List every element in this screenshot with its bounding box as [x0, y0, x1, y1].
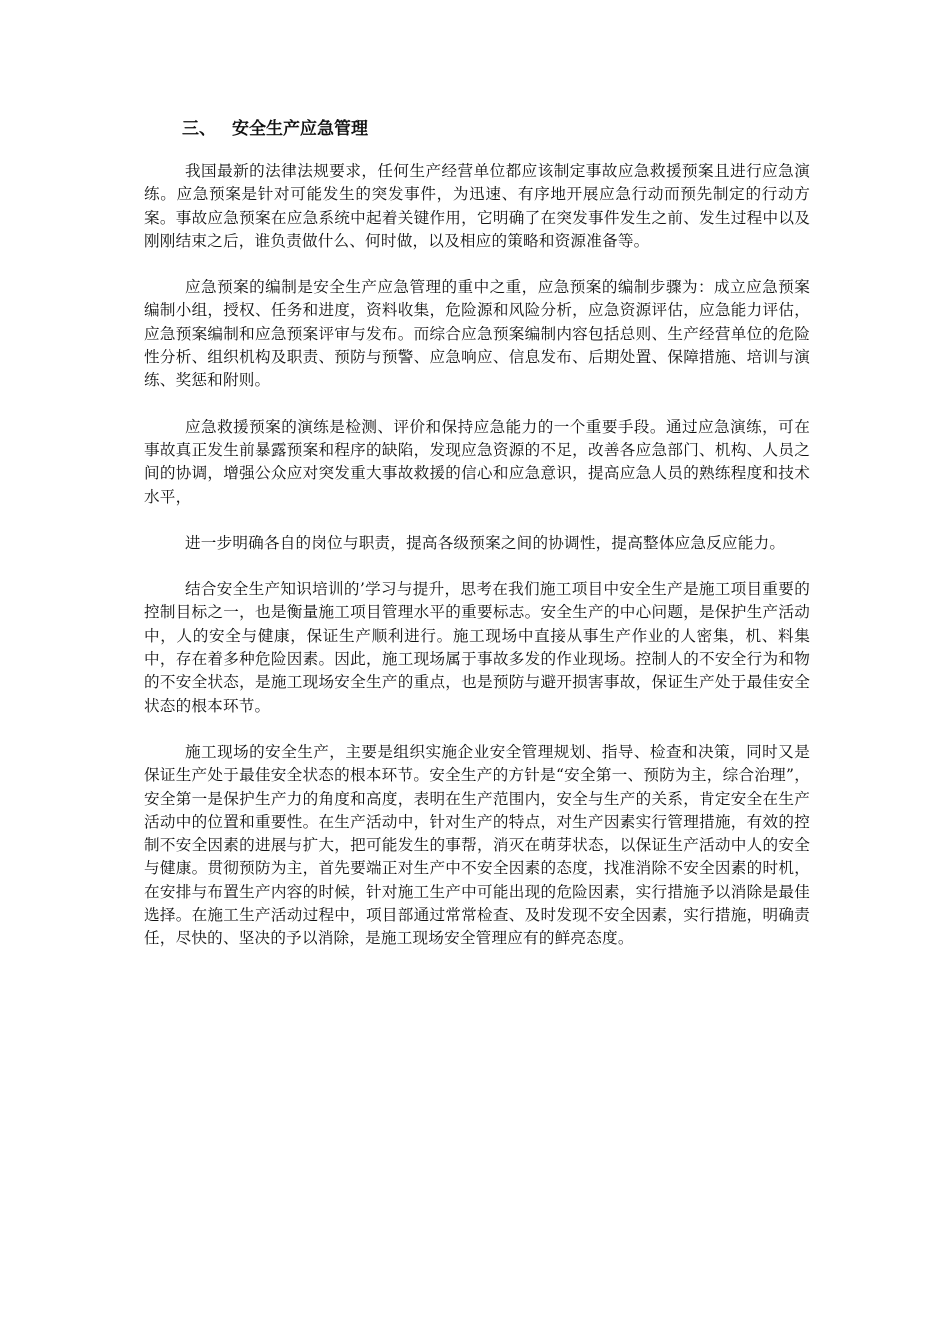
- paragraph-3: 应急救援预案的演练是检测、评价和保持应急能力的一个重要手段。通过应急演练，可在事故真正发生前暴露预案和程序的缺陷，发现应急资源的不足，改善各应急部门、机构、人员之间的协调，增强公众应对突发重大事故救援的信心和应急意识，提高应急人员的熟练程度和技术水平，: [144, 417, 810, 506]
- paragraph-6: 施工现场的安全生产，主要是组织实施企业安全管理规划、指导、检查和决策，同时又是保证生产处于最佳安全状态的根本环节。安全生产的方针是“安全第一、预防为主，综合治理”，安全第一是保护生产力的角度和高度，表明在生产范围内，安全与生产的关系，肯定安全在生产活动中的位置和重要性。在生产活动中，针对生产的特点，对生产因素实行管理措施，有效的控制不安全因素的进展与扩大，把可能发生的事帮，消灭在萌芽状态，以保证生产活动中人的安全与健康。贯彻预防为主，首先要端正对生产中不安全因素的态度，找准消除不安全因素的时机，在安排与布置生产内容的时候，针对施工生产中可能出现的危险因素，实行措施予以消除是最佳选择。在施工生产活动过程中，项目部通过常常检查、及时发现不安全因素，实行措施，明确责任，尽快的、坚决的予以消除，是施工现场安全管理应有的鲜亮态度。: [144, 742, 810, 948]
- paragraph-4: 进一步明确各自的岗位与职责，提高各级预案之间的协调性，提高整体应急反应能力。: [185, 533, 786, 552]
- section-heading: [182, 118, 810, 140]
- section-number: 三、: [182, 119, 216, 139]
- document-body: [144, 118, 810, 974]
- paragraph-1: 我国最新的法律法规要求，任何生产经营单位都应该制定事故应急救援预案且进行应急演练。应急预案是针对可能发生的突发事件，为迅速、有序地开展应急行动而预先制定的行动方案。事故应急预案在应急系统中起着关键作用，它明确了在突发事件发生之前、发生过程中以及刚刚结束之后，谁负责做什么、何时做，以及相应的策略和资源准备等。: [144, 162, 810, 250]
- paragraph-5: 结合安全生产知识培训的’学习与提升，思考在我们施工项目中安全生产是施工项目重要的控制目标之一，也是衡量施工项目管理水平的重要标志。安全生产的中心问题，是保护生产活动中，人的安全与健康，保证生产顺利进行。施工现场中直接从事生产作业的人密集，机、料集中，存在着多种危险因素。因此，施工现场属于事故多发的作业现场。控制人的不安全行为和物的不安全状态，是施工现场安全生产的重点，也是预防与避开损害事故，保证生产处于最佳安全状态的根本环节。: [144, 580, 810, 715]
- paragraph-2: 应急预案的编制是安全生产应急管理的重中之重，应急预案的编制步骤为：成立应急预案编制小组，授权、任务和进度，资料收集，危险源和风险分析，应急资源评估，应急能力评估，应急预案编制和应急预案评审与发布。而综合应急预案编制内容包括总则、生产经营单位的危险性分析、组织机构及职责、预防与预警、应急响应、信息发布、后期处置、保障措施、培训与演练、奖惩和附则。: [144, 278, 810, 390]
- section-title: 安全生产应急管理: [232, 119, 368, 139]
